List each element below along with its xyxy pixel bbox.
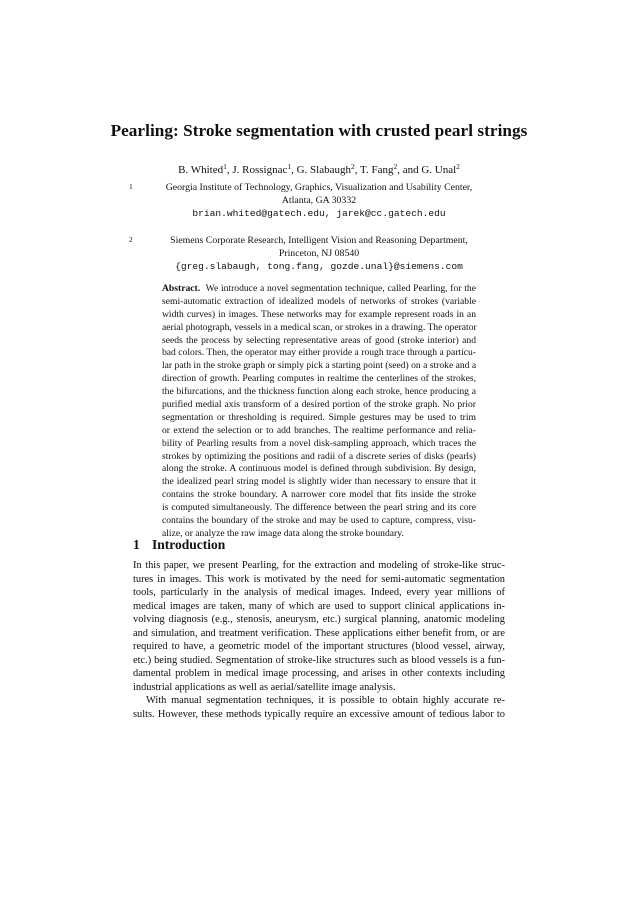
abstract-line: semi-automatic extraction of idealized models of networks of strokes (variable [162,295,476,307]
section-number: 1 [133,537,140,552]
body-line: industrial applications as well as aerial/satellite image analysis. [133,681,396,693]
affiliation-mark: 1 [129,182,133,191]
abstract-line: alize, or analyze the raw image data along the stroke boundary. [162,527,404,539]
abstract-line: purified medial axis transform of a desired portion of the stroke graph. No prior [162,399,476,411]
abstract-line: width curves) in images. These networks may for example represent roads in an [162,308,476,320]
author-affiliation-mark: 2 [393,162,398,171]
body-line: tures in images. This work is motivated by the need for semi-automatic segmentation [133,573,505,585]
abstract-line: along the stroke. A continuous model is defined through subdivision. By design, [162,463,476,475]
section-heading [133,537,225,553]
affiliation-email: {greg.slabaugh, tong.fang, gozde.unal}@siemens.com [175,260,463,272]
body-line: required to have, a geometric model of the important structures (blood vessel, airway, [133,641,505,652]
abstract-line: direction of growth. Pearling computes in realtime the centerlines of the strokes, [162,373,476,385]
body-line: sults. However, these methods typically require an excessive amount of tedious labor to [133,708,505,720]
body-line: medical images are taken, many of which are used to support clinical applications in- [133,600,505,612]
affiliation-mark: 2 [129,235,133,244]
author-name: G. Unal [421,164,457,176]
author-name: B. Whited [178,164,224,176]
abstract-line: aerial photograph, vessels in a medical scan, or strokes in a drawing. The operator [162,321,477,333]
body-line: and simulation, and treatment verification. These applications either benefit from, or are [133,627,505,639]
body-text [133,559,505,721]
abstract-line: segmentation or thresholding is required. Simple gestures may be used to trim [162,411,476,423]
abstract-line: bad colors. Then, the operator may either provide a rough trace through a particu- [162,347,476,359]
abstract-line-text: We introduce a novel segmentation technique, called Pearling, for the [205,283,476,294]
body-line: In this paper, we present Pearling, for the extraction and modeling of stroke-like struc- [133,560,505,571]
author-affiliation-mark: 2 [350,162,355,171]
abstract-line: contains the stroke boundary. A narrower core model that fits inside the stroke [162,489,476,501]
body-line: damental problem in medical image processing, and arises in other contexts including [133,668,505,679]
affiliation-line: Georgia Institute of Technology, Graphics, Visualization and Usability Center, [165,182,473,193]
author-name: G. Slabaugh [296,164,351,176]
author-affiliation-mark: 2 [456,162,460,171]
affiliation-line: Atlanta, GA 30332 [281,194,357,206]
abstract-line: lar path in the stroke graph or simply pick a starting point (seed) on a stroke and a [162,360,477,372]
affiliation-line: Siemens Corporate Research, Intelligent Vision and Reasoning Department, [170,235,468,246]
abstract-line: strokes by optimizing the positions and radii of a discrete series of disks (pearls) [162,450,476,462]
body-line: etc.) being studied. Segmentation of stroke-like structures such as blood vessels is a fun- [133,654,505,666]
abstract-line: the bifurcations, and the thickness function along each stroke, hence producing a [162,386,476,398]
abstract [162,283,476,541]
abstract-line: the idealized pearl string model is slightly wider than necessary to ensure that it [162,476,476,488]
affiliation-2 [129,235,503,273]
body-line: tools, particularly in the analysis of medical images. Indeed, every year millions of [133,587,505,598]
author-name: T. Fang [360,164,394,176]
abstract-line: or extend the selection or to add branches. The realtime performance and relia- [162,424,476,436]
affiliation-email: brian.whited@gatech.edu, jarek@cc.gatech.edu [192,207,446,219]
abstract-label: Abstract. [162,283,201,294]
section-title: Introduction [152,537,226,552]
author-name: J. Rossignac [232,164,288,176]
body-line: volving diagnosis (e.g., stenosis, aneurysm, etc.) surgical planning, anatomic modeling [133,614,505,625]
abstract-line [162,283,476,296]
abstract-line: contains the boundary of the stroke and may be used to capture, compress, visu- [162,515,476,527]
abstract-line: seeds the process by selecting representative areas of good (stroke interior) and [162,334,476,346]
paper-title: Pearling: Stroke segmentation with crusted pearl strings [110,121,528,140]
author-list: B. Whited$^1$, J. Rossignac$^1$, G. Slabaugh$^2$, T. Fang$^2$, and G. Unal$^2$ [178,162,460,176]
author-affiliation-mark: 1 [287,162,292,171]
author-affiliation-mark: 1 [223,162,227,171]
body-line: With manual segmentation techniques, it is possible to obtain highly accurate re- [146,695,505,706]
author-conjunction: and [402,164,419,176]
affiliation-line: Princeton, NJ 08540 [278,247,360,259]
abstract-line: is computed simultaneously. The difference between the pearl string and its core [162,502,476,514]
affiliation-1 [129,182,503,220]
abstract-line: bility of Pearling results from a novel disk-sampling approach, which traces the [162,437,476,449]
